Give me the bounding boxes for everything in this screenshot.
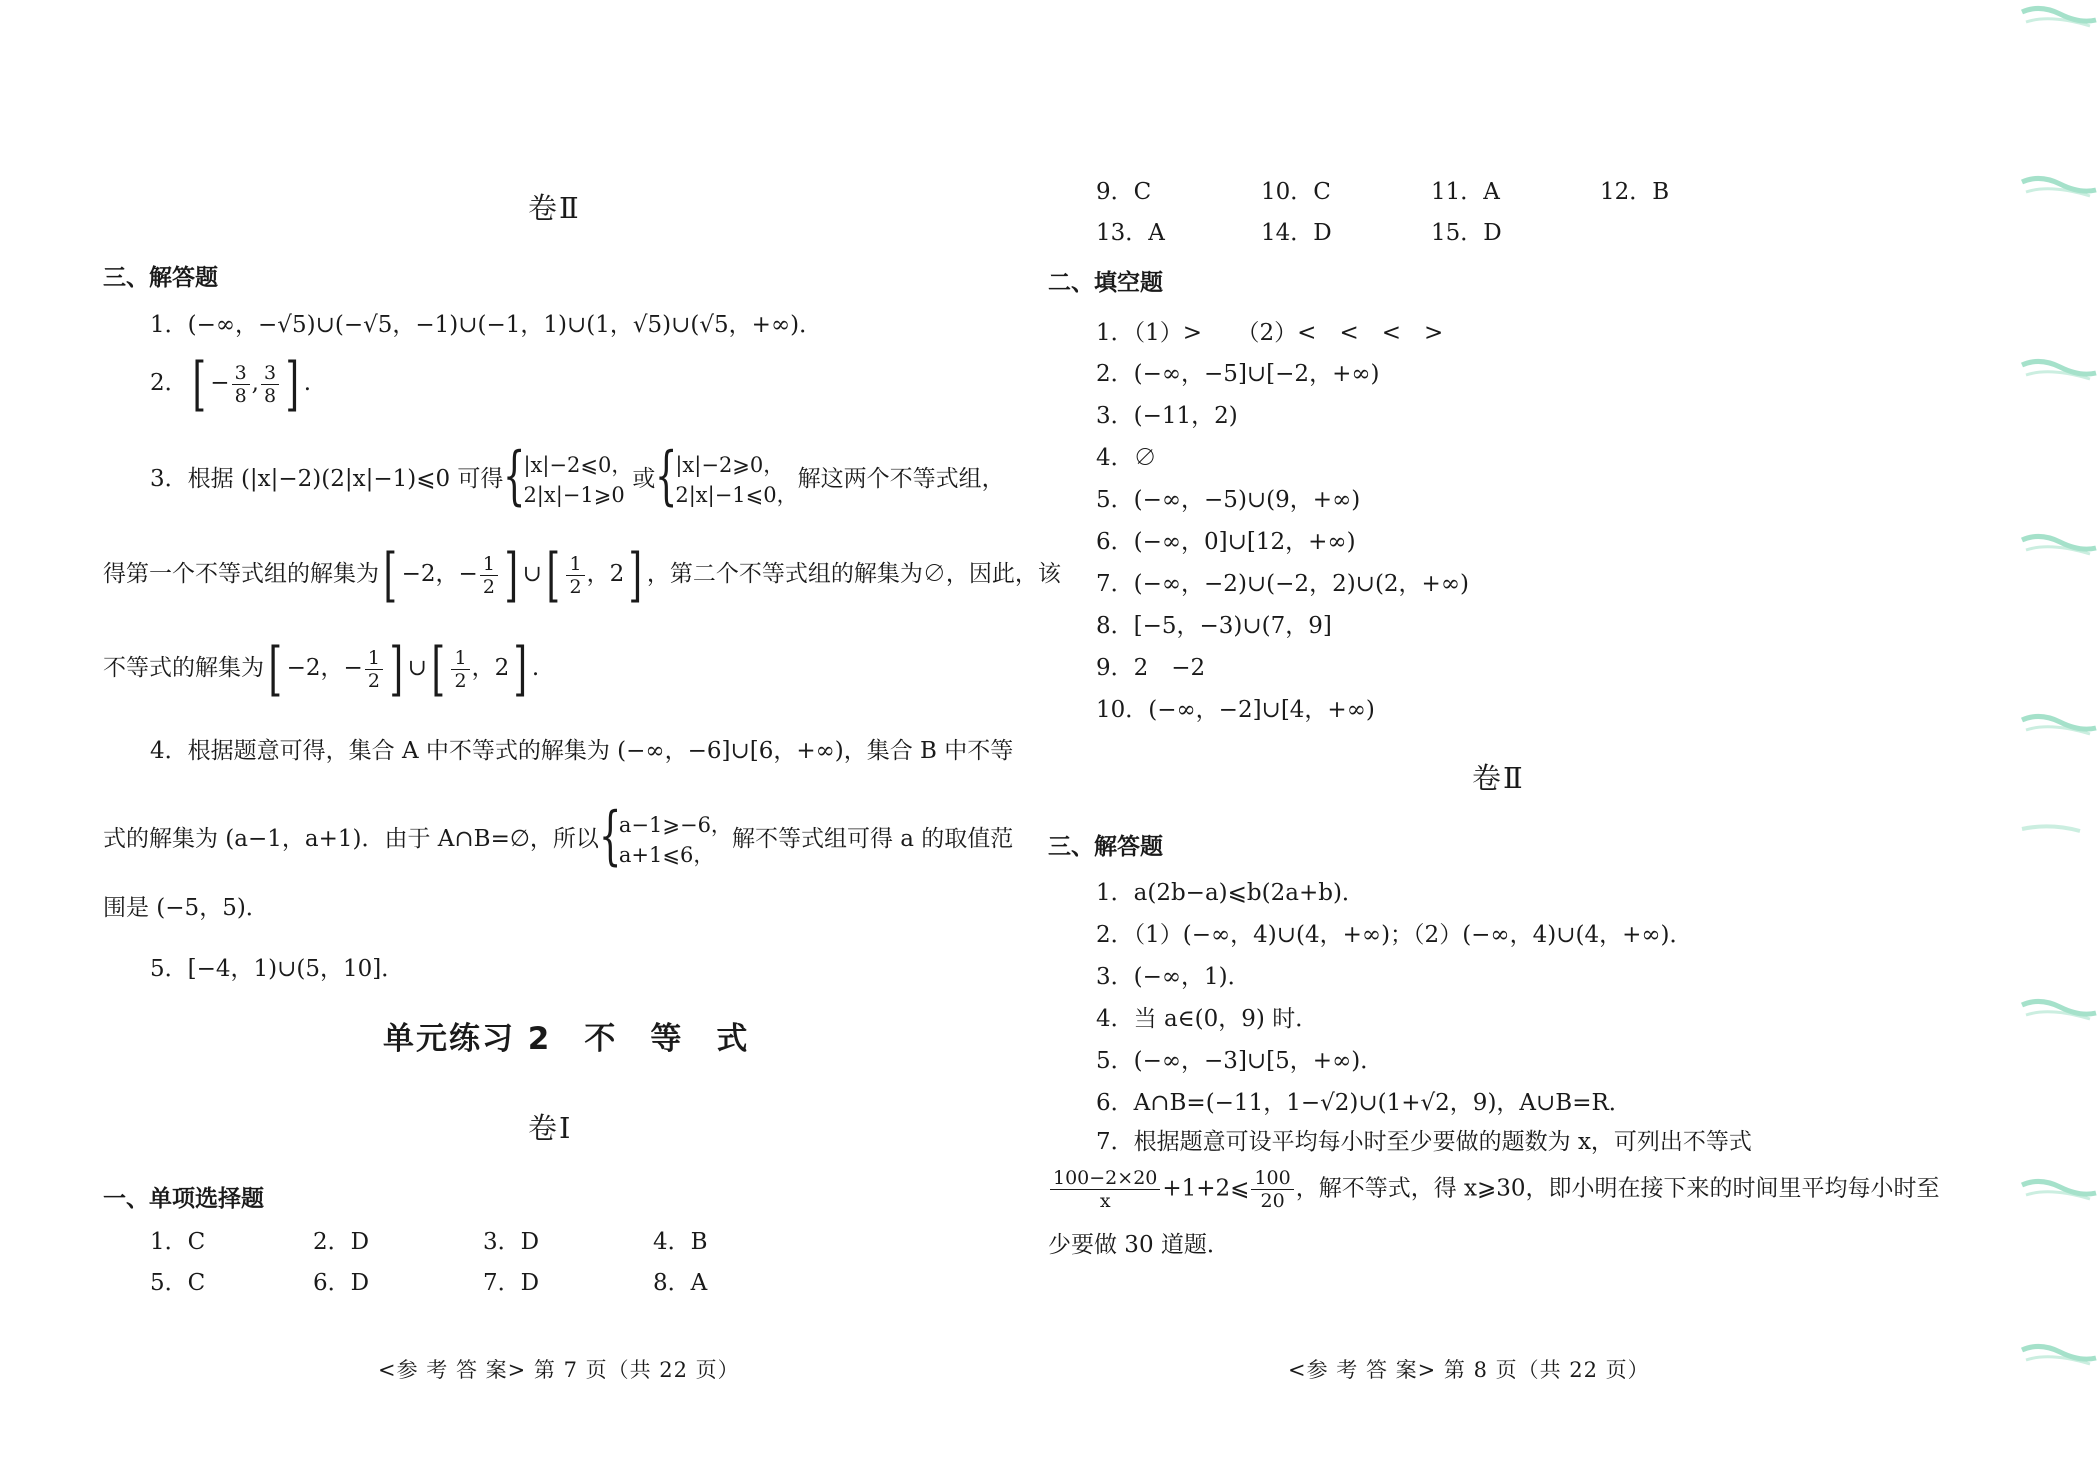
right-bracket: ] — [513, 635, 528, 703]
answer-item: 1．a(2b−a)⩽b(2a+b)． — [1096, 880, 1365, 906]
answer-7-text: +1+2⩽ — [1162, 1175, 1250, 1202]
section-answers-title: 三、解答题 — [103, 265, 218, 291]
interval-text: ，2 — [586, 561, 625, 587]
fraction-numerator: 1 — [566, 553, 584, 576]
answer-2: 2．[ − $\frac{3}{8}$ , $\frac{3}{8}$ ] . — [150, 350, 312, 418]
section-answers-title: 三、解答题 — [1048, 834, 1163, 860]
answer-item: 3．(−∞，1)． — [1096, 964, 1251, 990]
system-row: { |x|−2⩽0， — [523, 453, 633, 477]
choice-item: 11．A — [1431, 179, 1500, 205]
decorative-mark — [2020, 815, 2098, 845]
answer-4-text: 解不等式组可得 a 的取值范 — [731, 826, 1014, 852]
inequality-system — [503, 450, 632, 510]
decorative-mark — [2020, 172, 2098, 202]
decorative-mark — [2020, 2, 2098, 32]
fraction — [451, 647, 469, 692]
decorative-mark — [2020, 995, 2098, 1025]
fraction — [480, 553, 498, 598]
answer-3-text: 不等式的解集为 — [103, 655, 264, 681]
fill-answer: 5．(−∞，−5)∪(9，+∞) — [1096, 487, 1361, 513]
answer-7-line-3: 少要做 30 道题． — [1048, 1232, 1230, 1258]
interval-text: ，2 — [471, 655, 510, 681]
choice-item: 9．C — [1096, 179, 1152, 205]
answer-3-text: ，第二个不等式组的解集为∅，因此，该 — [646, 561, 1061, 587]
choice-item: 3．D — [483, 1229, 540, 1255]
choice-item: 8．A — [653, 1270, 708, 1296]
system-row: 2|x|−1⩾0 — [523, 483, 625, 507]
right-bracket: ] — [628, 541, 643, 609]
answer-1: 1．(−∞，−√5)∪(−√5，−1)∪(−1，1)∪(1，√5)∪(√5，+∞)． — [150, 312, 823, 338]
fill-answer: 8．[−5，−3)∪(7，9] — [1096, 613, 1332, 639]
right-bracket: ] — [285, 350, 300, 418]
answer-3-text: 解这两个不等式组， — [797, 466, 1005, 492]
volume-2-title: 卷Ⅱ — [528, 191, 581, 225]
fraction-denominator: 8 — [263, 384, 277, 407]
answer-3-text: 3．根据 (|x|−2)(2|x|−1)⩽0 可得 — [150, 466, 504, 492]
fraction — [1251, 1167, 1293, 1212]
fraction — [232, 362, 250, 407]
answer-2-label: 2． — [150, 370, 188, 396]
fill-answer: 1．（1）> （2）< < < > — [1096, 320, 1444, 346]
volume-1-title: 卷Ⅰ — [528, 1111, 573, 1145]
fraction-denominator: x — [1099, 1190, 1111, 1212]
fraction-numerator: 1 — [480, 553, 498, 576]
answer-4-line-2 — [103, 810, 1013, 870]
answer-3-line-3: 不等式的解集为[ −2，− $\frac{1}{2}$ ] ∪[ $\frac{1}{2}$ ，2] . — [103, 635, 540, 703]
choice-item: 14．D — [1261, 220, 1332, 246]
left-bracket: [ — [383, 541, 398, 609]
choice-item: 2．D — [313, 1229, 370, 1255]
fill-answer: 9．2 −2 — [1096, 655, 1206, 681]
decorative-mark — [2020, 355, 2098, 385]
fraction — [261, 362, 279, 407]
fraction-numerator: 100 — [1251, 1167, 1293, 1190]
answer-item: 6．A∩B=(−11，1−√2)∪(1+√2，9)，A∪B=R． — [1096, 1090, 1632, 1116]
answer-7-text: ，解不等式，得 x⩾30，即小明在接下来的时间里平均每小时至 — [1295, 1175, 1940, 1202]
fill-answer: 6．(−∞，0]∪[12，+∞) — [1096, 529, 1356, 555]
fraction — [365, 647, 383, 692]
answer-3-line-2: 得第一个不等式组的解集为[ −2，− $\frac{1}{2}$ ] ∪[ $\frac{1}{2}$ ，2] ，第二个不等式组的解集为∅，因此，该 — [103, 541, 1061, 609]
answer-3-text: 得第一个不等式组的解集为 — [103, 561, 379, 587]
decorative-mark — [2020, 1340, 2098, 1370]
decorative-mark — [2020, 710, 2098, 740]
interval-text: −2，− — [401, 561, 478, 587]
answer-4-text: 式的解集为 (a−1，a+1)．由于 A∩B=∅，所以 — [103, 826, 599, 852]
page-footer: <参 考 答 案> 第 7 页（共 22 页） — [378, 1358, 740, 1382]
decorative-mark — [2020, 530, 2098, 560]
fill-answer: 4．∅ — [1096, 445, 1157, 471]
choice-item: 6．D — [313, 1270, 370, 1296]
choice-item: 1．C — [150, 1229, 206, 1255]
answer-item: 2．（1）(−∞，4)∪(4，+∞)；（2）(−∞，4)∪(4，+∞)． — [1096, 922, 1693, 948]
answer-5: 5．[−4，1)∪(5，10]． — [150, 956, 405, 982]
choice-item: 15．D — [1431, 220, 1502, 246]
left-bracket: [ — [546, 541, 560, 609]
right-bracket: ] — [389, 635, 404, 703]
fraction-numerator: 1 — [365, 647, 383, 670]
choice-item: 12．B — [1600, 179, 1670, 205]
volume-2-title: 卷Ⅱ — [1472, 761, 1525, 795]
choice-item: 5．C — [150, 1270, 206, 1296]
answer-7-line-2 — [1048, 1167, 1940, 1212]
fraction-denominator: 2 — [569, 575, 582, 598]
fraction-denominator: 2 — [367, 669, 380, 692]
or-text: 或 — [632, 466, 656, 492]
inequality-system — [655, 450, 797, 510]
section-fill-title: 二、填空题 — [1048, 270, 1163, 296]
system-row: 2|x|−1⩽0， — [675, 483, 798, 507]
system-row: a+1⩽6， — [618, 843, 715, 867]
left-bracket: [ — [192, 350, 206, 418]
choice-item: 4．B — [653, 1229, 708, 1255]
right-bracket: ] — [504, 541, 519, 609]
fill-answer: 3．(−11，2) — [1096, 403, 1238, 429]
decorative-mark — [2020, 1175, 2098, 1205]
choice-item: 10．C — [1261, 179, 1331, 205]
fill-answer: 10．(−∞，−2]∪[4，+∞) — [1096, 697, 1375, 723]
section-choice-title: 一、单项选择题 — [103, 1186, 264, 1212]
fraction-numerator: 1 — [451, 647, 469, 670]
fraction — [566, 553, 584, 598]
fraction-numerator: 3 — [261, 362, 279, 385]
answer-item: 4．当 a∈(0，9) 时． — [1096, 1006, 1319, 1032]
fraction-numerator: 100−2×20 — [1050, 1167, 1160, 1190]
fraction — [1050, 1167, 1160, 1212]
inequality-system — [599, 810, 732, 870]
unit-title: 单元练习 2 不 等 式 — [383, 1021, 750, 1057]
left-bracket: [ — [268, 635, 283, 703]
answer-item: 5．(−∞，−3]∪[5，+∞)． — [1096, 1048, 1384, 1074]
fill-answer: 2．(−∞，−5]∪[−2，+∞) — [1096, 361, 1380, 387]
choice-item: 7．D — [483, 1270, 540, 1296]
fraction-denominator: 2 — [482, 575, 495, 598]
answer-4-line-3: 围是 (−5，5)． — [103, 895, 269, 921]
fraction-denominator: 20 — [1260, 1190, 1285, 1212]
page-footer: <参 考 答 案> 第 8 页（共 22 页） — [1288, 1358, 1650, 1382]
left-bracket: [ — [431, 635, 445, 703]
fill-answer: 7．(−∞，−2)∪(−2，2)∪(2，+∞) — [1096, 571, 1469, 597]
answer-4-line-1: 4．根据题意可得，集合 A 中不等式的解集为 (−∞，−6]∪[6，+∞)，集合 B 中不等 — [150, 738, 1014, 764]
fraction-numerator: 3 — [232, 362, 250, 385]
system-row: { a−1⩾−6， — [618, 813, 732, 837]
system-row: { |x|−2⩾0， — [675, 453, 785, 477]
interval-text: −2，− — [286, 655, 363, 681]
answer-7-line-1: 7．根据题意可设平均每小时至少要做的题数为 x，可列出不等式 — [1096, 1129, 1752, 1155]
answer-3-line-1 — [150, 450, 1005, 510]
fraction-denominator: 2 — [454, 669, 467, 692]
right-page — [1048, 0, 2098, 1475]
choice-item: 13．A — [1096, 220, 1165, 246]
fraction-denominator: 8 — [234, 384, 247, 407]
